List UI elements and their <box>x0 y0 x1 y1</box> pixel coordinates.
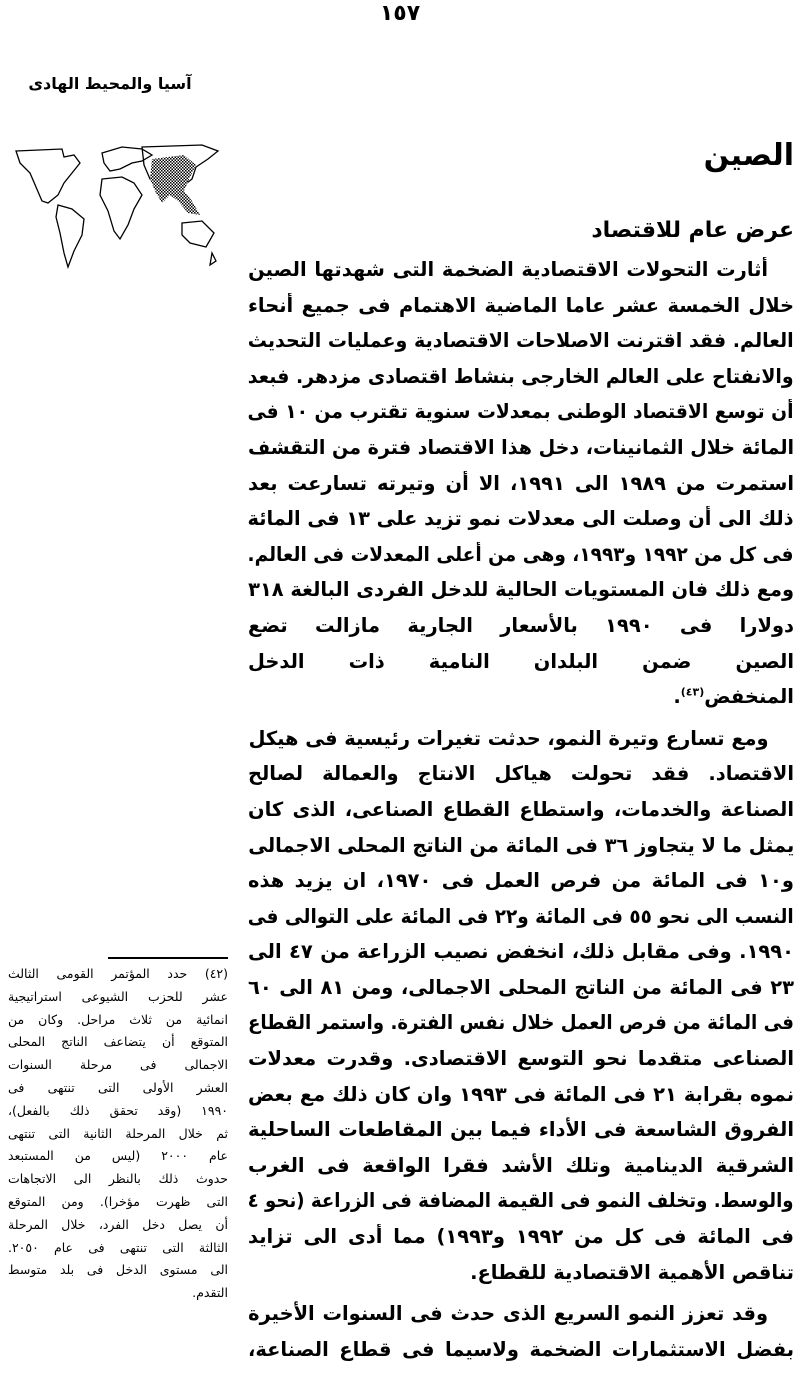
text-line: الشرقية الدينامية وتلك الأشد فقرا الواقعة فى الغرب <box>248 1153 794 1177</box>
footnote-line: ١٩٩٠ (وقد تحقق ذلك بالفعل)، <box>8 1102 228 1118</box>
text-line: المائة خلال الثمانينات، دخل هذا الاقتصاد فترة من التقشف <box>248 435 794 459</box>
page-number: ١٥٧ <box>379 1 421 26</box>
text-line: تناقص الأهمية الاقتصادية للقطاع. <box>470 1260 794 1284</box>
text-line: فى المائة فى كل من ١٩٩٢ و١٩٩٣) مما أدى الى تزايد <box>248 1225 794 1249</box>
footnote-divider <box>108 957 228 959</box>
asia-highlight <box>150 155 200 215</box>
text-line: ومع تسارع وتيرة النمو، حدثت تغيرات رئيسية فى هيكل <box>248 726 769 750</box>
text-line: وقد تعزز النمو السريع الذى حدث فى السنوات الأخيرة <box>248 1302 769 1326</box>
text-line: دولارا فى ١٩٩٠ بالأسعار الجارية مازالت تضع <box>248 613 794 637</box>
footnote-line: ثم خلال المرحلة الثانية التى تنتهى <box>8 1125 228 1141</box>
text-line: و١٠ فى المائة من فرص العمل فى ١٩٧٠، ان يزيد هذه <box>248 869 794 893</box>
text-fragment: المنخفض <box>704 685 794 709</box>
chapter-title: الصين <box>703 138 794 173</box>
text-line: والوسط. وتخلف النمو فى القيمة المضافة فى الزراعة (نحو ٤ <box>248 1189 794 1213</box>
footnote <box>6 963 228 1305</box>
footnote-line: المتوقع أن يتضاعف الناتج المحلى <box>8 1034 228 1050</box>
text-line: ١٩٩٠. وفى مقابل ذلك، انخفض نصيب الزراعة من ٤٧ الى <box>248 940 794 964</box>
text-line: خلال الخمسة عشر عاما الماضية الاهتمام فى جميع أنحاء <box>248 293 794 317</box>
footnote-line: التقدم. <box>192 1285 228 1301</box>
text-line: أثارت التحولات الاقتصادية الضخمة التى شهدتها الصين <box>248 258 769 281</box>
section-label: آسيا والمحيط الهادى <box>28 74 192 93</box>
footnote-line: التى ظهرت مؤخرا). ومن المتوقع <box>8 1193 228 1209</box>
footnote-line: أن يصل دخل الفرد، خلال المرحلة <box>8 1216 228 1232</box>
text-line: الصناعى متقدما نحو التوسع الاقتصادى. وقدرت معدلات <box>248 1047 794 1071</box>
footnote-line: انمائية من ثلاث مراحل. وكان من <box>8 1011 228 1027</box>
text-line: استمرت من ١٩٨٩ الى ١٩٩١، الا أن وتيرته تسارعت بعد <box>248 471 794 495</box>
footnote-line: الثالثة التى تنتهى فى عام ٢٠٥٠. <box>8 1239 228 1255</box>
footnote-line: (٤٢) حدد المؤتمر القومى الثالث <box>8 966 228 981</box>
text-line: الصين ضمن البلدان النامية ذات الدخل <box>248 649 794 673</box>
text-line: يمثل ما لا يتجاوز ٣٦ فى المائة من الناتج المحلى الاجمالى <box>248 833 794 857</box>
paragraph-3 <box>246 1296 794 1367</box>
text-line: الفروق الشاسعة فى الأداء فيما بين المقاطعات الساحلية <box>248 1118 794 1142</box>
body-text <box>246 252 794 1367</box>
paragraph-2 <box>246 721 794 1291</box>
text-line <box>246 679 794 715</box>
footnote-line: حدوث ذلك بالنظر الى الاتجاهات <box>8 1171 228 1187</box>
text-line: فى كل من ١٩٩٢ و١٩٩٣، وهى من أعلى المعدلات فى العالم. <box>248 542 794 566</box>
text-line: الصناعة والخدمات، واستطاع القطاع الصناعى، الذى كان <box>248 797 794 821</box>
section-heading: عرض عام للاقتصاد <box>591 218 794 243</box>
footnote-line: عام ٢٠٠٠ (ليس من المستبعد <box>8 1148 228 1164</box>
text-line: العالم. فقد اقترنت الاصلاحات الاقتصادية وعمليات التحديث <box>248 329 794 353</box>
world-map-icon <box>2 143 230 273</box>
text-line: أن توسع الاقتصاد الوطنى بمعدلات سنوية تقترب من ١٠ فى <box>248 400 794 424</box>
text-line: ذلك الى أن وصلت الى معدلات نمو تزيد على ١٣ فى المائة <box>248 507 794 531</box>
text-line: ومع ذلك فان المستويات الحالية للدخل الفردى البالغة ٣١٨ <box>248 578 794 602</box>
text-line: نموه بقرابة ٢١ فى المائة فى ١٩٩٣ وان كان ذلك مع بعض <box>248 1082 794 1106</box>
paragraph-1 <box>246 252 794 715</box>
footnote-line: عشر للحزب الشيوعى استراتيجية <box>8 988 228 1004</box>
footnote-line: الاجمالى فى مرحلة السنوات <box>8 1057 228 1073</box>
text-line: والانفتاح على العالم الخارجى بنشاط اقتصادى مزدهر. فبعد <box>248 364 794 388</box>
footnote-line: الى مستوى الدخل فى بلد متوسط <box>8 1262 228 1278</box>
punctuation: . <box>673 685 681 709</box>
text-line: الاقتصاد. فقد تحولت هياكل الانتاج والعمالة لصالح <box>248 762 794 786</box>
footnote-reference[interactable]: (٤٣) <box>680 685 705 699</box>
text-line: ٢٣ فى المائة من الناتج المحلى الاجمالى، ومن ٨١ الى ٦٠ <box>248 975 794 999</box>
text-line: النسب الى نحو ٥٥ فى المائة و٢٢ فى المائة على التوالى فى <box>248 904 794 928</box>
text-line: بفضل الاستثمارات الضخمة ولاسيما فى قطاع الصناعة، <box>248 1337 794 1361</box>
footnote-line: العشر الأولى التى تنتهى فى <box>8 1079 228 1095</box>
text-line: فى المائة من فرص العمل خلال نفس الفترة. واستمر القطاع <box>248 1011 794 1035</box>
